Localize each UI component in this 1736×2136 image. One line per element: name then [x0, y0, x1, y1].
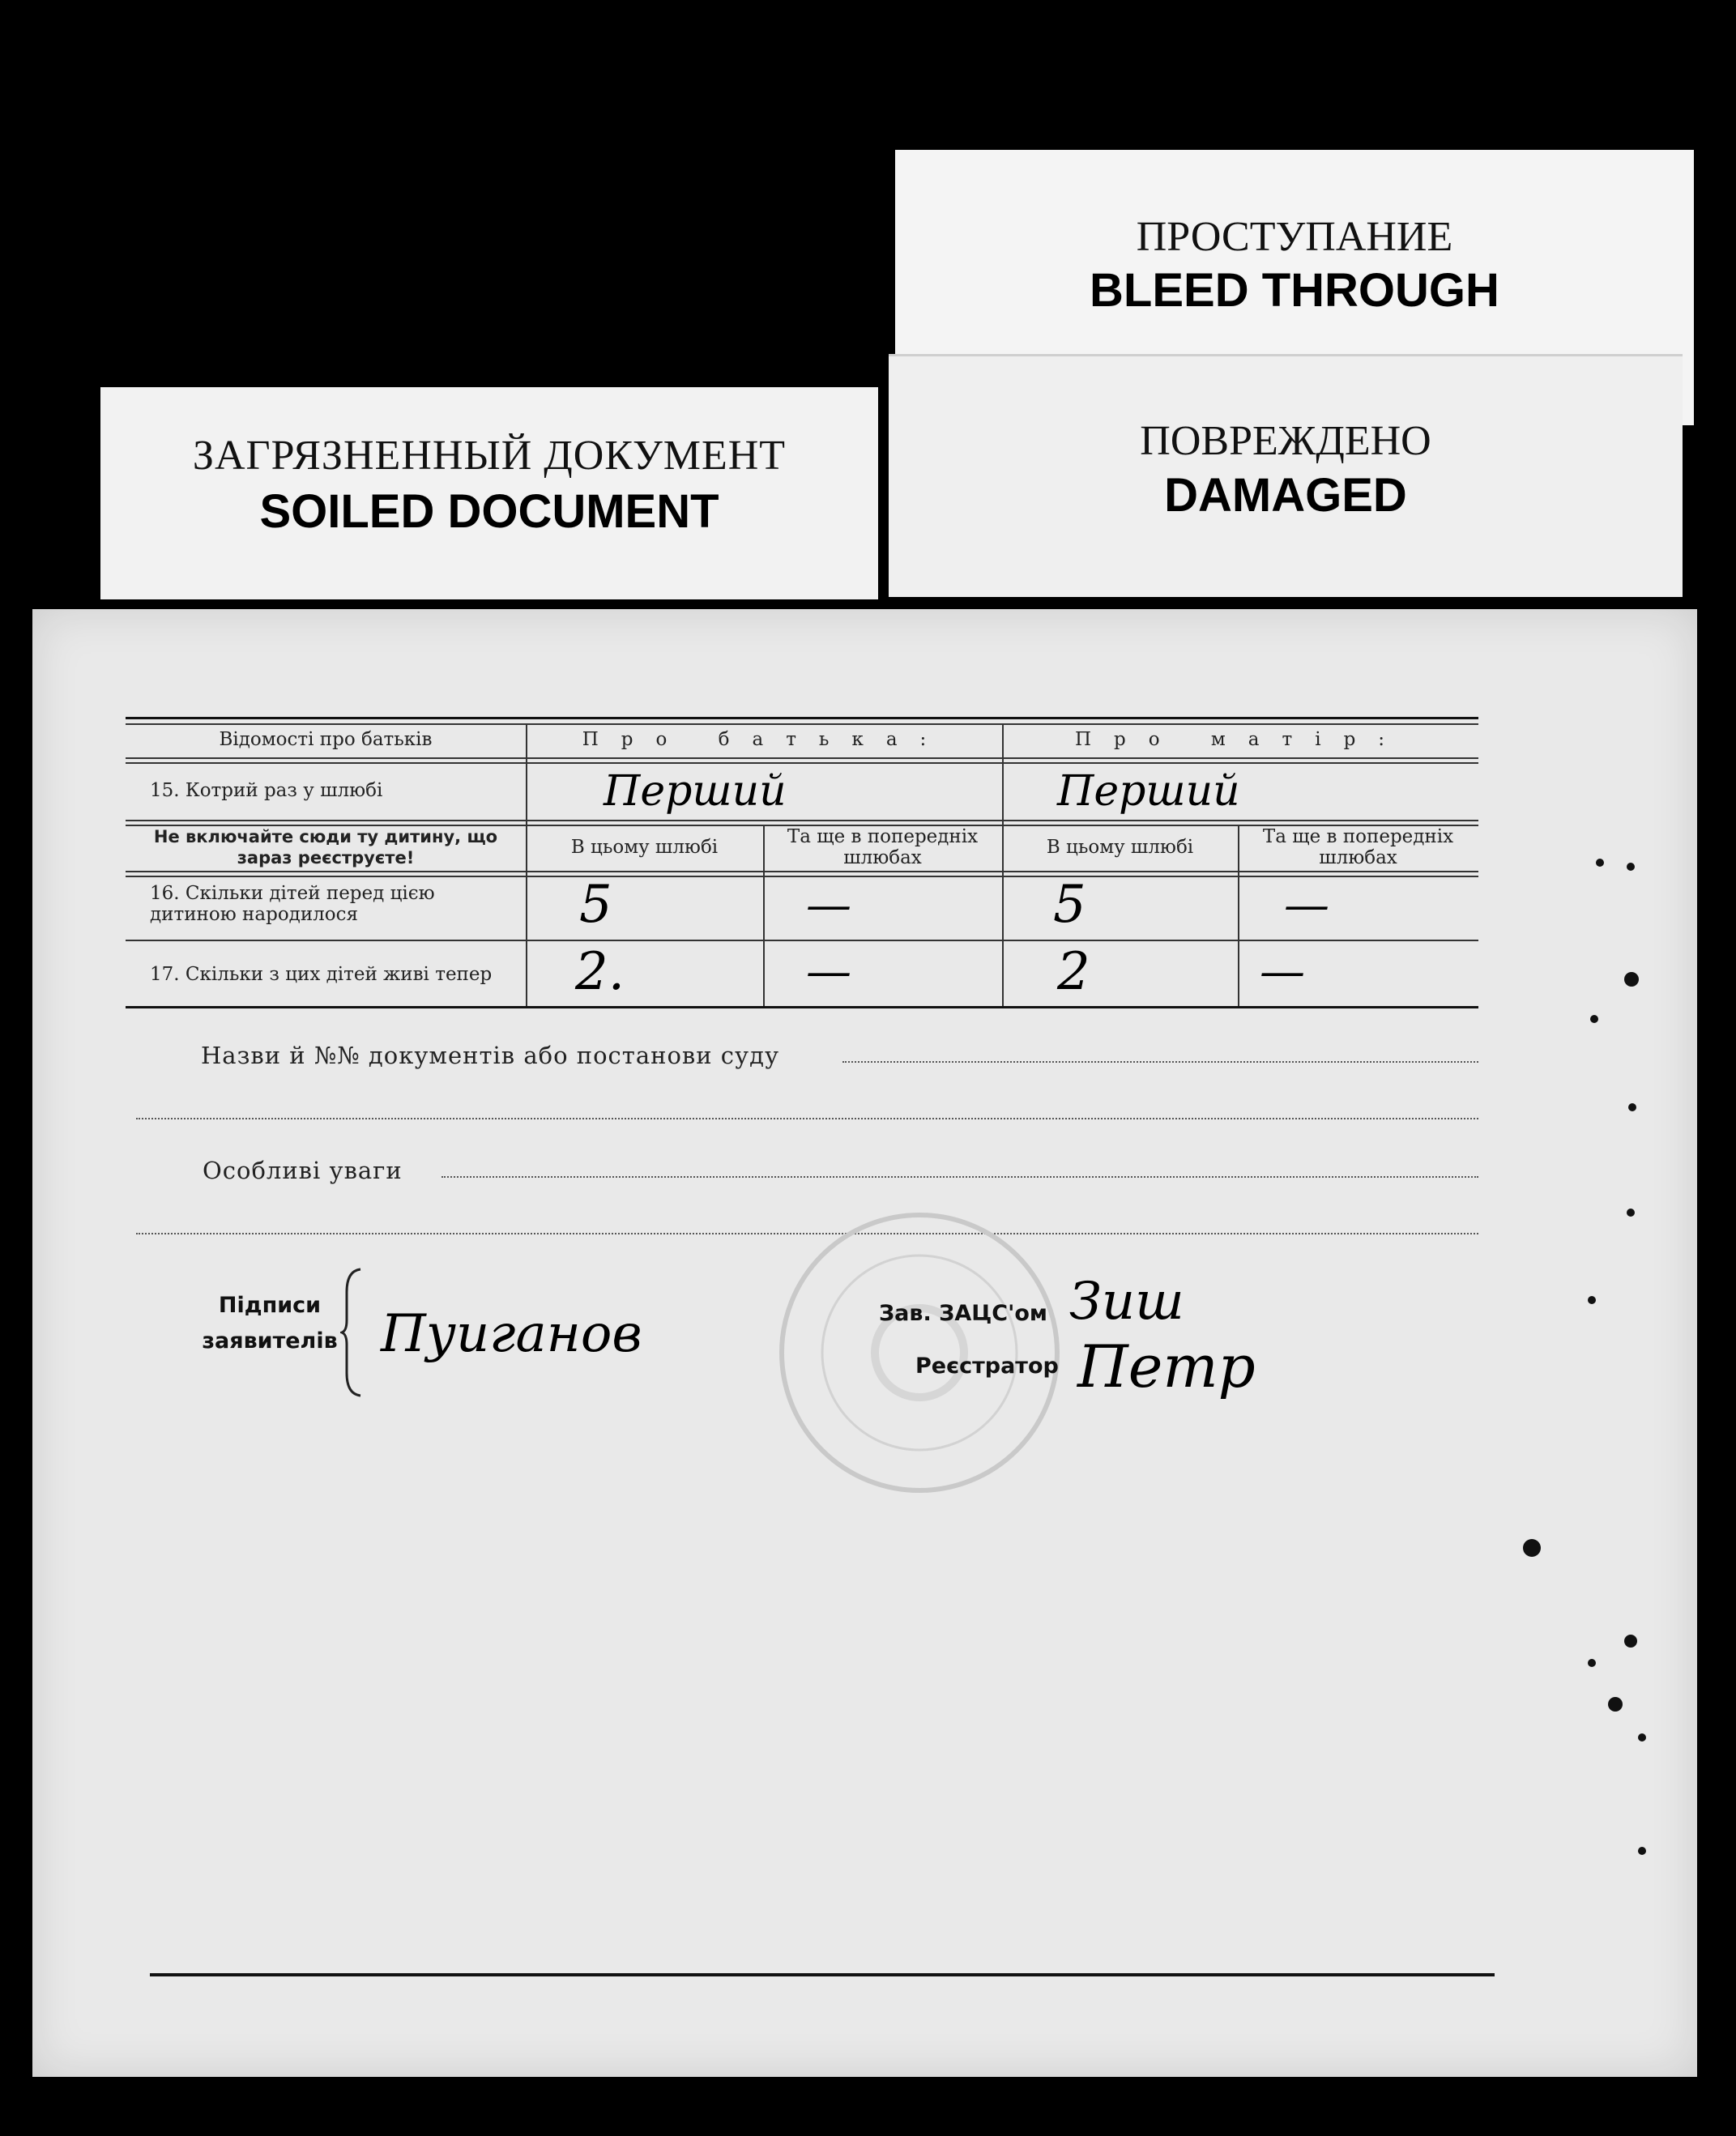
- punch-hole: [1588, 1296, 1596, 1304]
- soiled-document-card: [100, 387, 878, 599]
- row15-mother-value: Перший: [1057, 767, 1240, 816]
- punch-hole: [1523, 1539, 1541, 1557]
- soiled-document-en: SOILED DOCUMENT: [259, 485, 719, 538]
- bleed-through-ru: ПРОСТУПАНИЕ: [1136, 214, 1453, 260]
- header-about-mother: Про матір:: [1074, 729, 1408, 750]
- row17-mother-current: 2: [1057, 942, 1090, 1002]
- punch-hole: [1624, 1635, 1637, 1648]
- notes-dotted-line: [441, 1176, 1478, 1178]
- applicant-signature: Пуиганов: [381, 1304, 642, 1364]
- row15-father-value: Перший: [604, 767, 787, 816]
- punch-hole: [1638, 1847, 1646, 1855]
- punch-hole: [1628, 1103, 1636, 1111]
- soiled-document-ru: ЗАГРЯЗНЕННЫЙ ДОКУМЕНТ: [192, 433, 787, 479]
- damaged-en: DAMAGED: [1164, 469, 1407, 522]
- subheader-note: Не включайте сюди ту дитину, що зараз реєструєте!: [153, 827, 498, 868]
- parents-table: [126, 717, 1478, 1008]
- subheader-father-previous: Та ще в попередніх шлюбах: [787, 826, 979, 868]
- punch-hole: [1608, 1697, 1623, 1712]
- row17-father-previous: —: [806, 945, 851, 998]
- row17-mother-previous: —: [1260, 945, 1305, 998]
- documents-label: Назви й №№ документів або постанови суду: [201, 1042, 780, 1069]
- punch-hole: [1590, 1015, 1598, 1023]
- brace-icon: [340, 1268, 365, 1397]
- row16-mother-current: 5: [1053, 875, 1086, 935]
- row17-father-current: 2.: [575, 942, 625, 1002]
- damaged-ru: ПОВРЕЖДЕНО: [1140, 418, 1431, 464]
- punch-hole: [1627, 1209, 1635, 1217]
- registrar-label: Реєстратор: [915, 1354, 1059, 1379]
- subheader-father-current: В цьому шлюбі: [570, 837, 719, 858]
- punch-hole: [1624, 972, 1639, 987]
- bleed-through-en: BLEED THROUGH: [1090, 264, 1499, 317]
- row17-label: 17. Скільки з цих дітей живі тепер: [150, 964, 493, 985]
- header-info-about-parents: Відомості про батьків: [219, 729, 433, 750]
- punch-hole: [1638, 1733, 1646, 1742]
- head-signature: Зиш: [1069, 1272, 1184, 1332]
- row16-label: 16. Скільки дітей перед цією дитиною народилося: [150, 883, 435, 925]
- header-about-father: Про батька:: [582, 729, 949, 750]
- punch-hole: [1596, 859, 1604, 867]
- documents-dotted-line: [842, 1061, 1478, 1063]
- registrar-signature: Петр: [1077, 1332, 1256, 1401]
- punch-hole: [1627, 863, 1635, 871]
- documents-dotted-line-2: [136, 1118, 1478, 1119]
- row16-father-current: 5: [579, 875, 612, 935]
- row16-father-previous: —: [806, 879, 851, 932]
- applicants-signature-label: Підписи заявителів: [202, 1293, 338, 1354]
- damaged-card: [889, 354, 1683, 597]
- subheader-mother-previous: Та ще в попередніх шлюбах: [1262, 826, 1454, 868]
- notes-label: Особливі уваги: [203, 1157, 403, 1184]
- subheader-mother-current: В цьому шлюбі: [1046, 837, 1194, 858]
- bottom-rule: [150, 1973, 1495, 1976]
- punch-hole: [1588, 1659, 1596, 1667]
- head-of-registry-label: Зав. ЗАЦС'ом: [879, 1301, 1047, 1326]
- row16-mother-previous: —: [1284, 879, 1329, 932]
- row15-label: 15. Котрий раз у шлюбі: [150, 780, 383, 801]
